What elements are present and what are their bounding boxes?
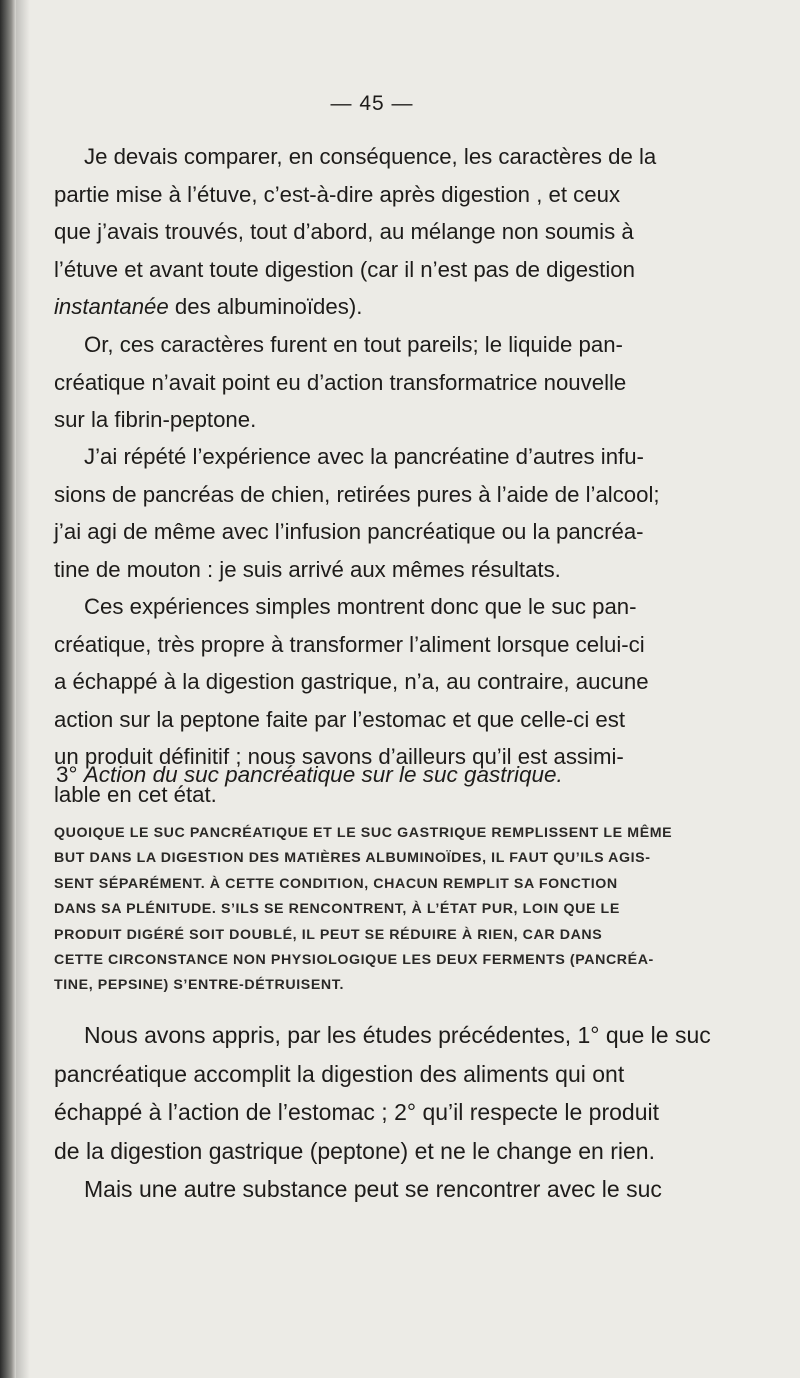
text-line: lable en cet état. [54,781,217,807]
paragraph-comparison [54,138,766,326]
text-line: J’ai répété l’expérience avec la pancréatine d’autres infu- [84,444,644,469]
text-line: de la digestion gastrique (peptone) et ne le change en rien. [54,1137,655,1164]
text-line: sions de pancréas de chien, retirées pures à l’aide de l’alcool; [54,481,660,507]
text-line: tine de mouton : je suis arrivé aux mêmes résultats. [54,556,561,582]
summary-line: CETTE CIRCONSTANCE NON PHYSIOLOGIQUE LES DEUX FERMENTS (PANCRÉA- [54,952,654,969]
paragraph-results [54,326,766,439]
italic-word: instantanée [54,294,169,320]
summary-line: TINE, PEPSINE) S’ENTRE-DÉTRUISENT. [54,977,344,994]
text-line: l’étuve et avant toute digestion (car il n’est pas de digestion [54,256,635,282]
text-line: que j’avais trouvés, tout d’abord, au mélange non soumis à [54,219,634,245]
summary-line: QUOIQUE LE SUC PANCRÉATIQUE ET LE SUC GASTRIQUE REMPLISSENT LE MÊME [54,825,673,841]
text-line: partie mise à l’étuve, c’est-à-dire après digestion , et ceux [54,181,621,207]
text-line: Mais une autre substance peut se rencontrer avec le suc [84,1176,662,1202]
summary-line: PRODUIT DIGÉRÉ SOIT DOUBLÉ, IL PEUT SE RÉDUIRE À RIEN, CAR DANS [54,926,603,943]
text-line: Je devais comparer, en conséquence, les caractères de la [84,144,657,169]
summary-line: BUT DANS LA DIGESTION DES MATIÈRES ALBUMINOÏDES, IL FAUT QU’ILS AGIS- [54,850,651,867]
text-line: un produit définitif ; nous savons d’ailleurs qu’il est assimi- [54,744,624,770]
section-summary [54,821,770,999]
text-line: Or, ces caractères furent en tout pareils; le liquide pan- [84,332,623,357]
text-line: Nous avons appris, par les études précédentes, 1° que le suc [84,1022,711,1048]
text-line-rest: des albuminoïdes). [168,294,363,320]
section-title: Action du suc pancréatique sur le suc gastrique. [83,762,563,787]
spine-shadow [16,0,30,1378]
text-line: échappé à l’action de l’estomac ; 2° qu’il respecte le produit [54,1099,659,1125]
text-line: action sur la peptone faite par l’estomac et que celle-ci est [54,706,626,732]
book-spine [0,0,16,1378]
paragraph-repeated-experiment [54,438,766,588]
text-line: j’ai agi de même avec l’infusion pancréatique ou la pancréa- [54,519,644,545]
text-line: pancréatique accomplit la digestion des aliments qui ont [54,1060,625,1087]
text-line: sur la fibrin-peptone. [54,407,257,433]
text-line: créatique n’avait point eu d’action transformatrice nouvelle [54,369,627,395]
text-line: Ces expériences simples montrent donc que le suc pan- [84,594,637,619]
summary-line: DANS SA PLÉNITUDE. S’ILS SE RENCONTRENT, À L’ÉTAT PUR, LOIN QUE LE [54,901,620,918]
section-heading [56,762,768,788]
paragraph-closing [54,1016,766,1209]
text-line: a échappé à la digestion gastrique, n’a, au contraire, aucune [54,669,649,695]
page-number: — 45 — [330,92,414,115]
text-line-italic [54,288,766,326]
text-line: créatique, très propre à transformer l’aliment lorsque celui-ci [54,631,645,657]
section-number: 3° [56,762,78,787]
summary-line: SENT SÉPARÉMENT. À CETTE CONDITION, CHACUN REMPLIT SA FONCTION [54,875,618,892]
